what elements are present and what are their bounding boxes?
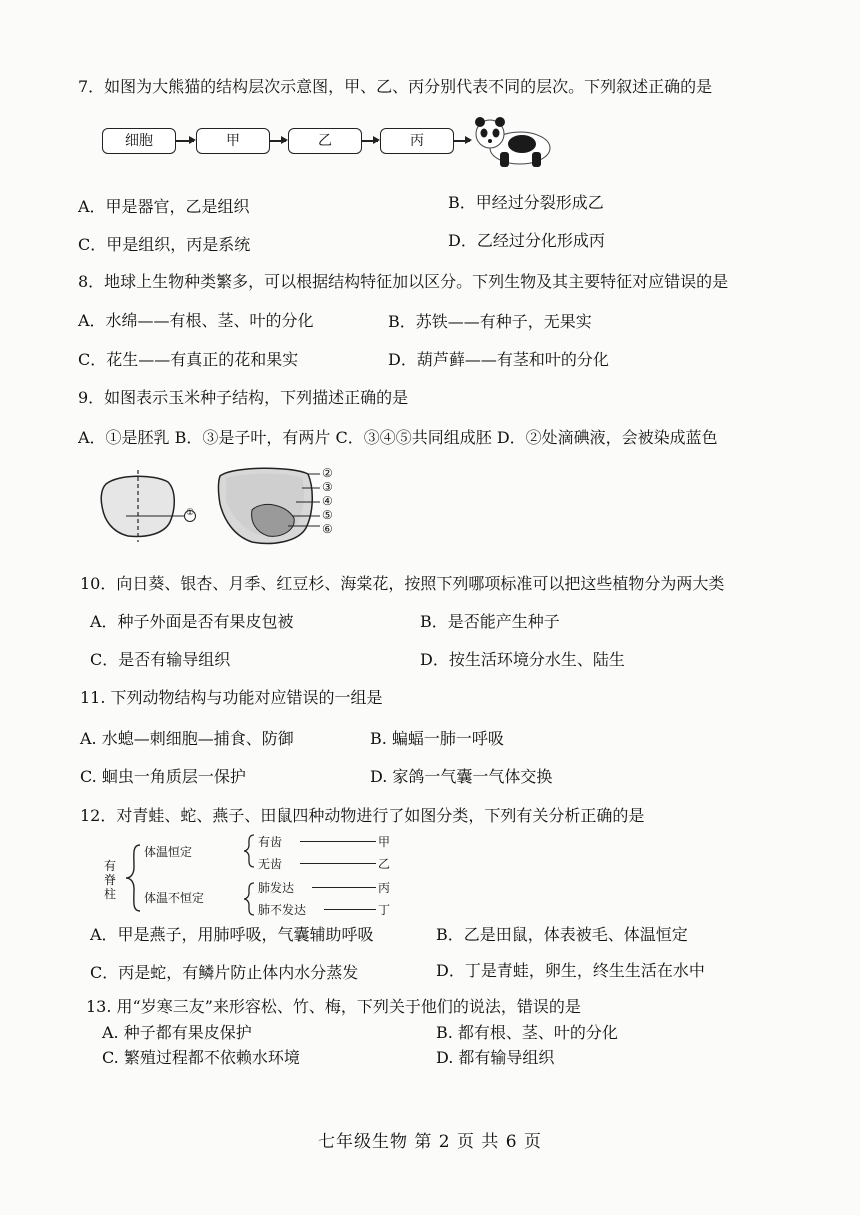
q11-option-a: A. 水螅—刺细胞—捕食、防御	[80, 729, 294, 748]
q10-option-a: A．种子外面是否有果皮包被	[90, 612, 294, 631]
cls-root-char: 有	[104, 859, 117, 873]
giant-panda-image	[472, 112, 558, 170]
q9-options: A．①是胚乳 B．③是子叶，有两片 C．③④⑤共同组成胚 D．②处滴碘液，会被染成蓝色	[78, 428, 718, 447]
corn-label-2: ②	[322, 466, 333, 480]
cls-rule	[300, 863, 376, 864]
cls-lung-developed: 肺发达	[258, 881, 295, 895]
corn-section-labels	[322, 466, 333, 536]
cls-bing: 丙	[378, 881, 391, 895]
q13-option-c: C. 繁殖过程都不依赖水环境	[102, 1048, 300, 1067]
cls-yi: 乙	[378, 857, 391, 871]
flow-box-bing: 丙	[380, 128, 454, 154]
question-7-stem: 7．如图为大熊猫的结构层次示意图，甲、乙、丙分别代表不同的层次。下列叙述正确的是	[78, 77, 713, 96]
q10-option-d: D．按生活环境分水生、陆生	[420, 650, 625, 669]
q13-option-d: D. 都有输导组织	[436, 1048, 555, 1067]
flow-arrow	[454, 140, 470, 142]
corn-seed-exterior-diagram	[96, 468, 206, 544]
cls-rule	[300, 841, 376, 842]
corn-label-4: ④	[322, 494, 333, 508]
cls-temp-constant: 体温恒定	[144, 845, 193, 859]
cls-root-char: 脊	[104, 873, 117, 887]
cls-root-char: 柱	[104, 887, 117, 901]
q7-option-d: D．乙经过分化形成丙	[448, 231, 605, 250]
q10-option-c: C．是否有输导组织	[90, 650, 231, 669]
cls-lung-undeveloped: 肺不发达	[258, 903, 307, 917]
question-10-stem: 10．向日葵、银杏、月季、红豆杉、海棠花，按照下列哪项标准可以把这些植物分为两大类	[80, 574, 725, 593]
q7-option-a: A．甲是器官，乙是组织	[78, 197, 250, 216]
flow-box-cell: 细胞	[102, 128, 176, 154]
q8-option-c: C．花生——有真正的花和果实	[78, 350, 299, 369]
q13-option-b: B. 都有根、茎、叶的分化	[436, 1023, 618, 1042]
flow-arrow	[362, 140, 378, 142]
q12-option-a: A．甲是燕子，用肺呼吸，气囊辅助呼吸	[90, 925, 374, 944]
q12-option-d: D．丁是青蛙，卵生，终生生活在水中	[436, 961, 705, 980]
brace-constant	[242, 833, 256, 869]
q11-option-c: C. 蛔虫一角质层一保护	[80, 767, 246, 786]
question-13-stem: 13. 用“岁寒三友”来形容松、竹、梅，下列关于他们的说法，错误的是	[86, 997, 581, 1016]
q7-option-b: B．甲经过分裂形成乙	[448, 193, 604, 212]
page-footer: 七年级生物 第 2 页 共 6 页	[317, 1132, 543, 1152]
q8-option-a: A．水绵——有根、茎、叶的分化	[78, 311, 314, 330]
q7-option-c: C．甲是组织，丙是系统	[78, 235, 251, 254]
cls-rule	[324, 909, 376, 910]
flow-arrow	[176, 140, 194, 142]
cls-teeth-no: 无齿	[258, 857, 283, 871]
q12-option-b: B．乙是田鼠，体表被毛、体温恒定	[436, 925, 688, 944]
cls-jia: 甲	[378, 835, 391, 849]
animal-classification-diagram	[100, 833, 400, 923]
flow-box-yi: 乙	[288, 128, 362, 154]
cls-temp-variable: 体温不恒定	[144, 891, 205, 905]
cls-teeth-yes: 有齿	[258, 835, 283, 849]
q11-option-d: D. 家鸽一气囊一气体交换	[370, 767, 553, 786]
corn-label-1: ①	[186, 508, 195, 518]
question-8-stem: 8．地球上生物种类繁多，可以根据结构特征加以区分。下列生物及其主要特征对应错误的是	[78, 272, 729, 291]
flow-arrow	[270, 140, 286, 142]
q8-option-b: B．苏铁——有种子，无果实	[388, 312, 592, 331]
q12-option-c: C．丙是蛇，有鳞片防止体内水分蒸发	[90, 963, 359, 982]
question-11-stem: 11. 下列动物结构与功能对应错误的一组是	[80, 688, 383, 707]
q8-option-d: D．葫芦藓——有茎和叶的分化	[388, 350, 609, 369]
corn-label-5: ⑤	[322, 508, 333, 522]
cls-rule	[312, 887, 376, 888]
question-9-stem: 9．如图表示玉米种子结构，下列描述正确的是	[78, 388, 409, 407]
q11-option-b: B. 蝙蝠一肺一呼吸	[370, 729, 504, 748]
corn-label-3: ③	[322, 480, 333, 494]
brace-variable	[242, 881, 256, 917]
q10-option-b: B．是否能产生种子	[420, 612, 560, 631]
q13-option-a: A. 种子都有果皮保护	[102, 1023, 252, 1042]
brace-root	[124, 843, 144, 913]
question-12-stem: 12．对青蛙、蛇、燕子、田鼠四种动物进行了如图分类，下列有关分析正确的是	[80, 806, 645, 825]
flow-box-jia: 甲	[196, 128, 270, 154]
corn-label-6: ⑥	[322, 522, 333, 536]
cls-ding: 丁	[378, 903, 391, 917]
